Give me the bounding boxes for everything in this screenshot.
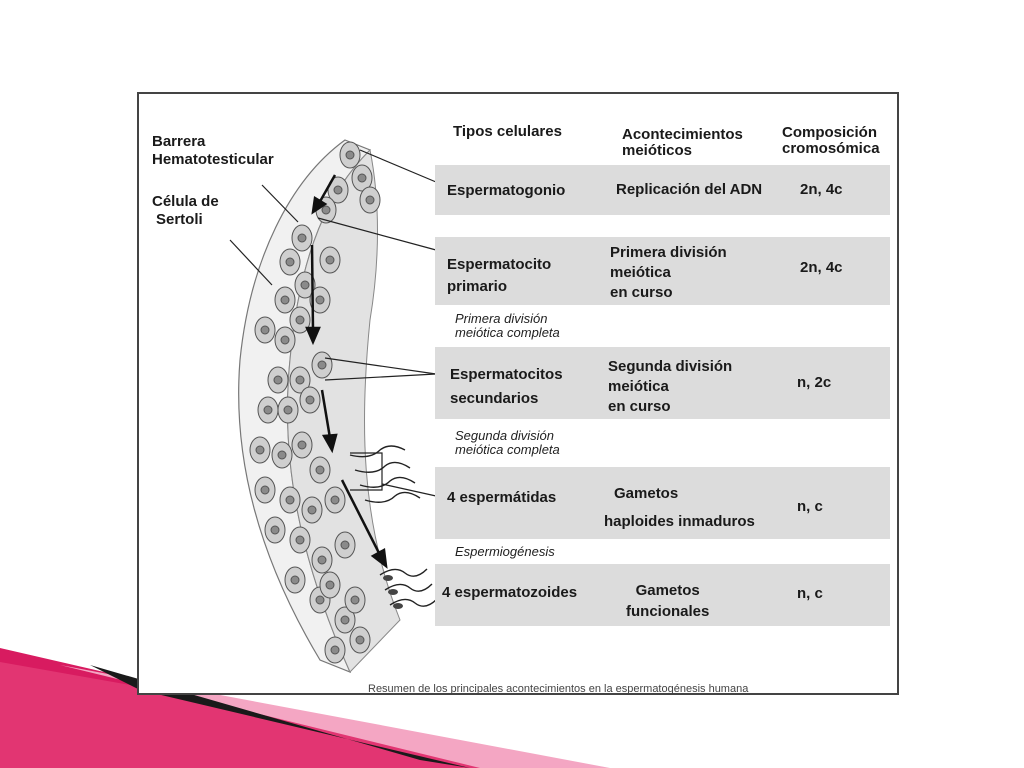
- row-type: [447, 488, 556, 508]
- row-event: [610, 243, 727, 303]
- transition-note: [455, 312, 560, 340]
- header-composition-line1: Composición: [782, 124, 878, 141]
- cell-nucleus: [326, 256, 334, 264]
- row-event-line: haploides inmaduros: [604, 513, 755, 530]
- transition-note-line: Espermiogénesis: [455, 544, 555, 559]
- cell-nucleus: [316, 466, 324, 474]
- cell-nucleus: [296, 376, 304, 384]
- row-event-line: meiótica: [608, 378, 669, 395]
- header-events-line2: meióticos: [622, 142, 693, 159]
- row-composition: 2n, 4c: [800, 259, 843, 276]
- cell-nucleus: [346, 151, 354, 159]
- row-event-line: en curso: [610, 284, 673, 301]
- cell-nucleus: [341, 616, 349, 624]
- figure-caption: Resumen de los principales acontecimientos en la espermatogénesis humana: [368, 683, 749, 695]
- header-events-line1: Acontecimientos: [622, 126, 743, 143]
- cell-nucleus: [264, 406, 272, 414]
- row-type-line: Espermatocitos: [450, 366, 563, 383]
- row-event-line: Segunda división: [608, 358, 733, 375]
- barrier-label: [152, 133, 274, 169]
- row-composition: n, c: [797, 498, 823, 515]
- cell-nucleus: [291, 576, 299, 584]
- cell-nucleus: [316, 596, 324, 604]
- row-type-line: 4 espermátidas: [447, 489, 557, 506]
- cell-nucleus: [356, 636, 364, 644]
- cell-nucleus: [301, 281, 309, 289]
- row-type-line: Espermatocito: [447, 256, 552, 273]
- cell-nucleus: [318, 556, 326, 564]
- cell-nucleus: [316, 296, 324, 304]
- cell-nucleus: [286, 496, 294, 504]
- barrier-label-line1: Barrera: [152, 133, 206, 150]
- cell-nucleus: [256, 446, 264, 454]
- row-composition: 2n, 4c: [800, 181, 843, 198]
- row-event: [616, 180, 762, 200]
- cell-nucleus: [322, 206, 330, 214]
- row-event-line: en curso: [608, 398, 671, 415]
- cell-nucleus: [271, 526, 279, 534]
- row-type-line: 4 espermatozoides: [442, 584, 578, 601]
- barrier-label-line2: Hematotesticular: [152, 151, 274, 168]
- cell-nucleus: [261, 486, 269, 494]
- cell-nucleus: [281, 296, 289, 304]
- cell-nucleus: [366, 196, 374, 204]
- row-event: [626, 580, 709, 622]
- row-type-line: Espermatogonio: [447, 182, 566, 199]
- cell-nucleus: [331, 646, 339, 654]
- row-type-line: secundarios: [450, 390, 539, 407]
- transition-note: [455, 545, 555, 559]
- transition-note: [455, 429, 560, 457]
- row-event-line: Primera división: [610, 244, 727, 261]
- header-cell-types: Tipos celulares: [453, 123, 562, 140]
- header-composition-line2: cromosómica: [782, 140, 880, 157]
- cell-nucleus: [274, 376, 282, 384]
- cell-nucleus: [261, 326, 269, 334]
- cell-nucleus: [281, 336, 289, 344]
- cell-nucleus: [341, 541, 349, 549]
- row-type-line: primario: [447, 278, 508, 295]
- row-type: [442, 583, 577, 603]
- transition-note-line: Primera división: [455, 311, 548, 326]
- row-type: [447, 181, 565, 201]
- transition-note-line: Segunda división: [455, 428, 555, 443]
- sertoli-label-line1: Célula de: [152, 193, 219, 210]
- sertoli-label: [152, 193, 219, 229]
- row-event-line: Gametos: [614, 485, 679, 502]
- row-event: [608, 357, 732, 417]
- row-type: [450, 363, 563, 411]
- cell-nucleus: [296, 536, 304, 544]
- cell-nucleus: [298, 441, 306, 449]
- cell-nucleus: [351, 596, 359, 604]
- row-composition: n, 2c: [797, 374, 832, 391]
- row-event: [604, 480, 755, 536]
- sertoli-label-line2: Sertoli: [156, 211, 203, 228]
- transition-note-line: meiótica completa: [455, 442, 560, 457]
- cell-nucleus: [278, 451, 286, 459]
- transition-note-line: meiótica completa: [455, 325, 560, 340]
- cell-nucleus: [296, 316, 304, 324]
- header-events: [622, 127, 743, 159]
- row-composition: n, c: [797, 585, 823, 602]
- cell-nucleus: [358, 174, 366, 182]
- cell-nucleus: [331, 496, 339, 504]
- row-event-line: meiótica: [610, 264, 671, 281]
- cell-nucleus: [334, 186, 342, 194]
- row-event-line: funcionales: [626, 603, 710, 620]
- cell-nucleus: [306, 396, 314, 404]
- cell-nucleus: [298, 234, 306, 242]
- header-composition: [782, 125, 880, 157]
- cell-nucleus: [308, 506, 316, 514]
- row-event-line: Replicación del ADN: [616, 181, 763, 198]
- row-type: [447, 254, 551, 298]
- cell-nucleus: [326, 581, 334, 589]
- cell-nucleus: [284, 406, 292, 414]
- row-event-line: Gametos: [635, 582, 700, 599]
- cell-nucleus: [286, 258, 294, 266]
- cell-nucleus: [318, 361, 326, 369]
